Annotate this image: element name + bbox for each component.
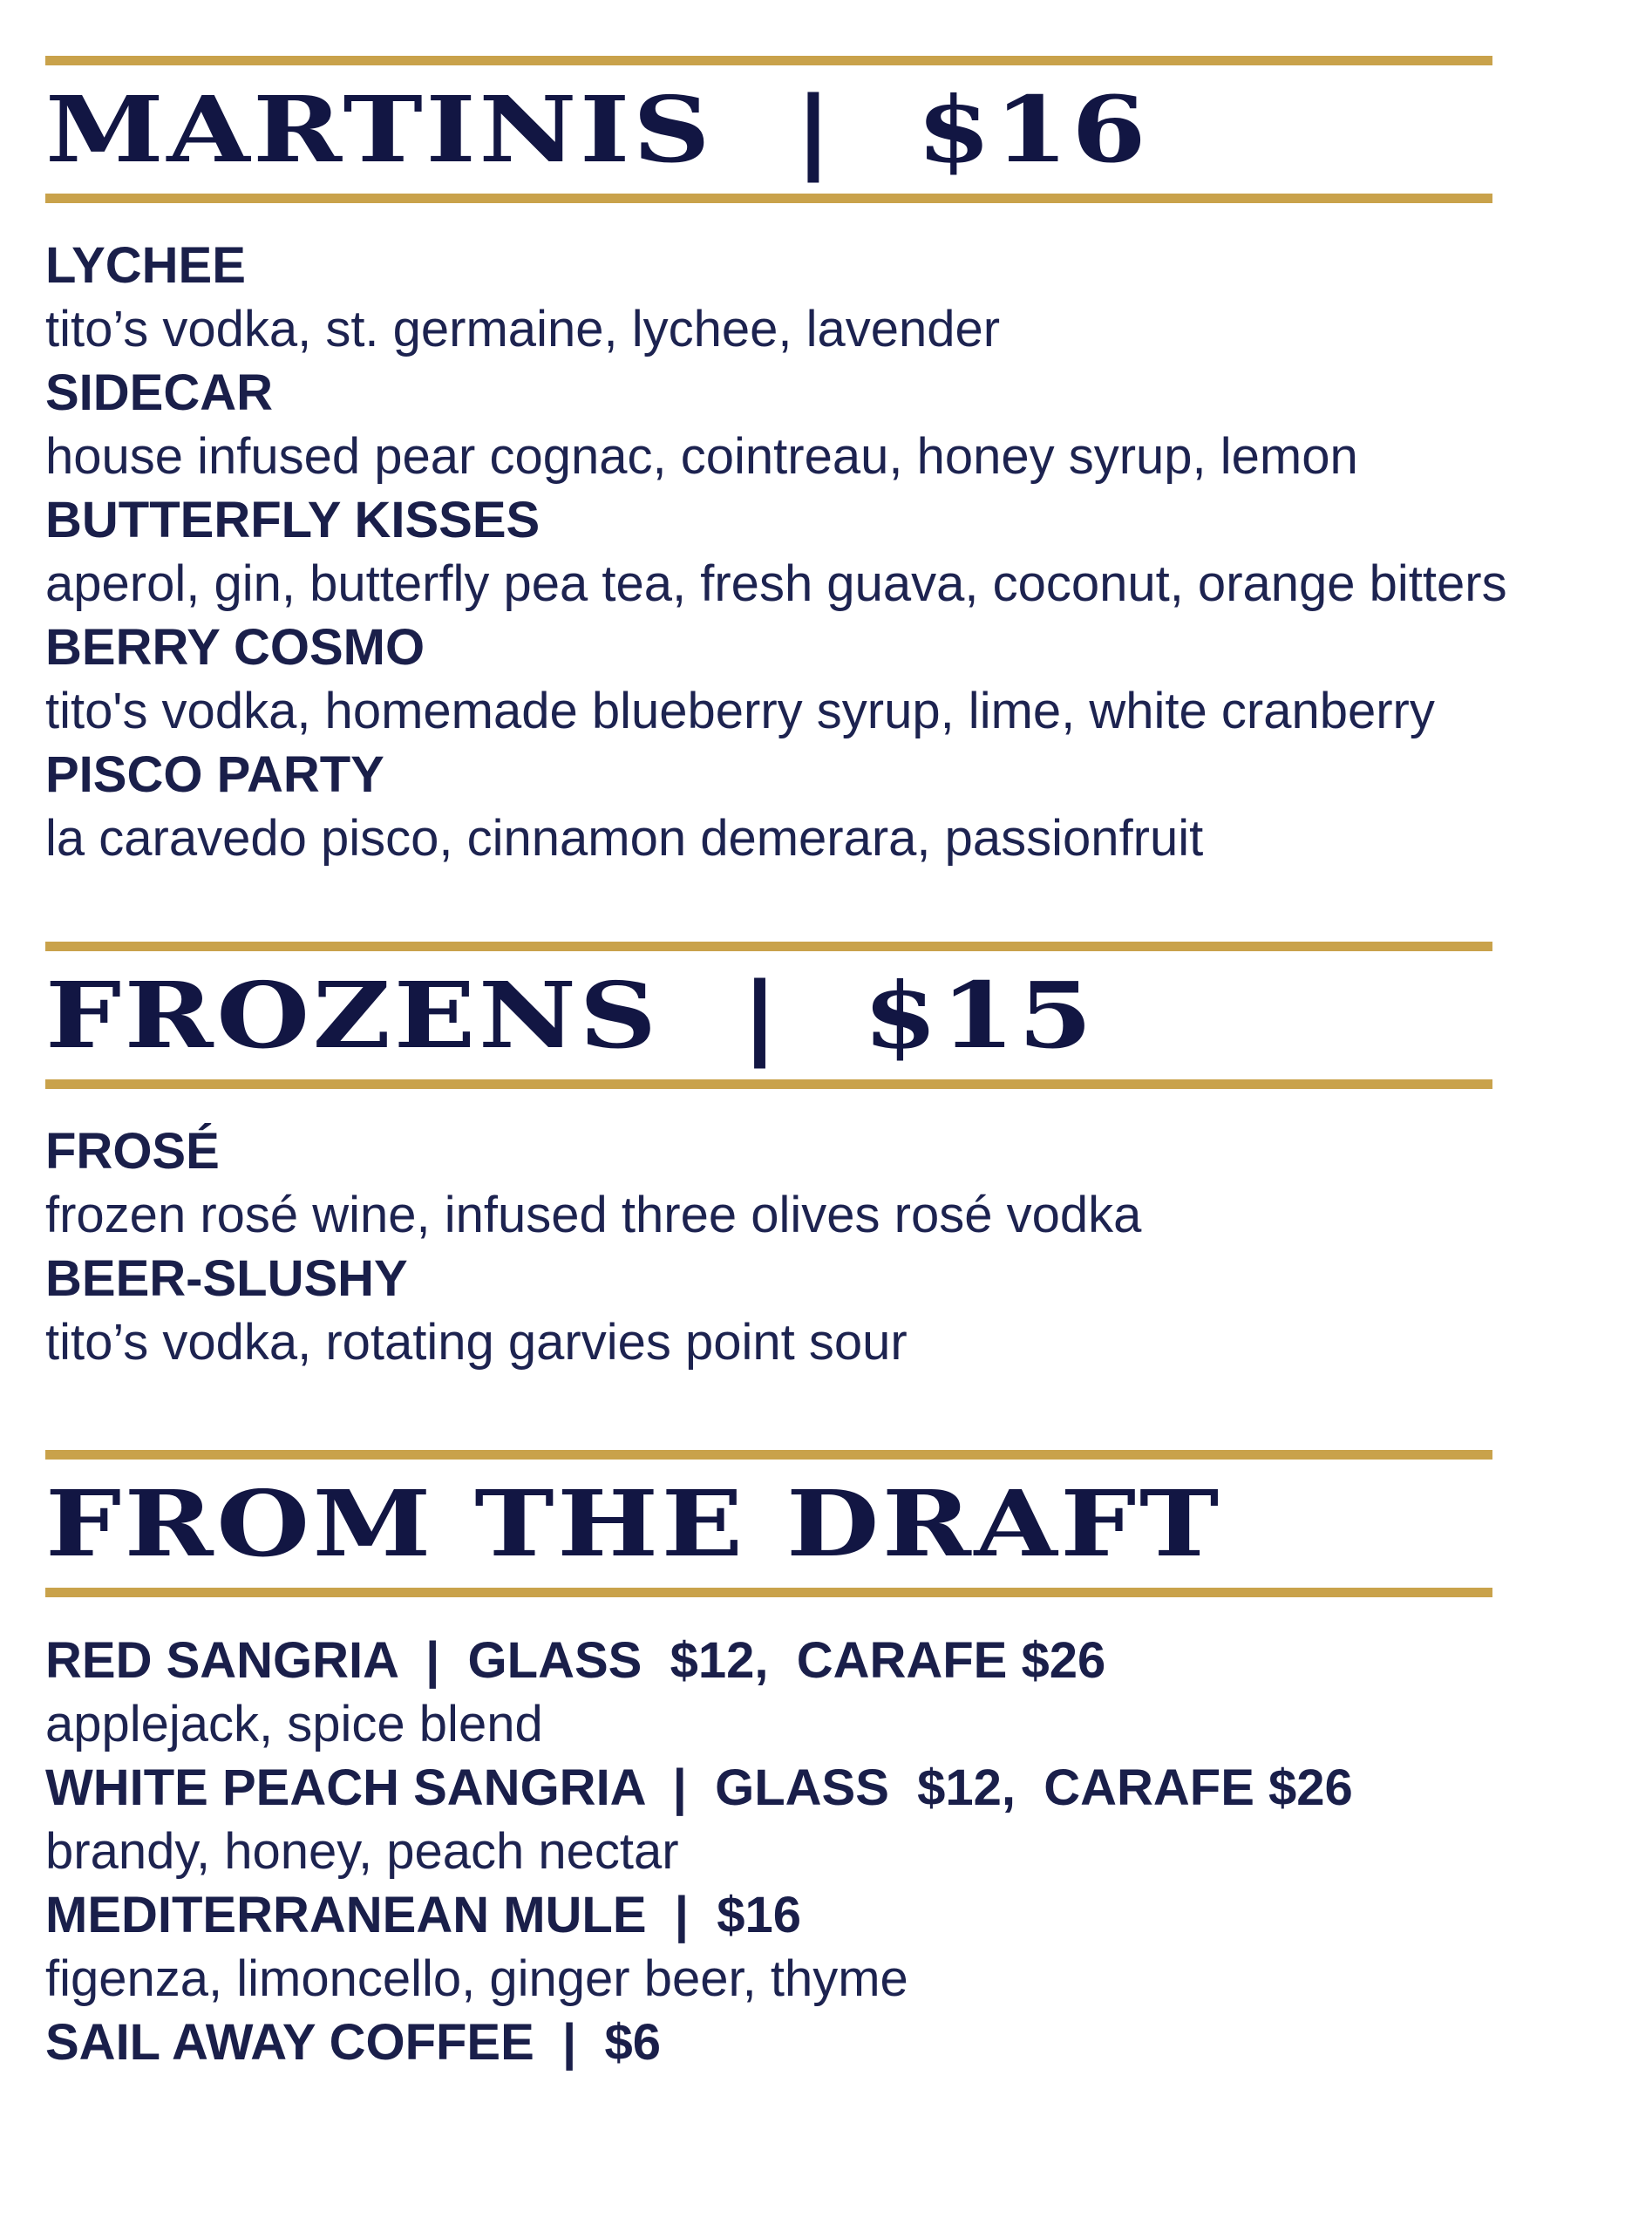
menu-item-pisco-party xyxy=(45,745,1615,872)
menu-item-red-sangria xyxy=(45,1630,1615,1758)
item-name: SIDECAR xyxy=(45,364,274,421)
item-description: la caravedo pisco, cinnamon demerara, passionfruit xyxy=(45,810,1204,867)
item-name: BUTTERFLY KISSES xyxy=(45,492,540,548)
item-name: MEDITERRANEAN MULE | $16 xyxy=(45,1887,801,1943)
menu-item-berry-cosmo xyxy=(45,617,1615,745)
item-name: WHITE PEACH SANGRIA | GLASS $12, CARAFE $26 xyxy=(45,1759,1353,1816)
item-description: frozen rosé wine, infused three olives rosé vodka xyxy=(45,1187,1142,1243)
menu-item-butterfly-kisses xyxy=(45,490,1615,617)
gold-rule-bottom xyxy=(45,1588,1492,1597)
gold-rule-bottom xyxy=(45,194,1492,203)
item-name: LYCHEE xyxy=(45,237,246,294)
item-description: figenza, limoncello, ginger beer, thyme xyxy=(45,1950,908,2007)
item-name: FROSÉ xyxy=(45,1123,220,1180)
gold-rule-top xyxy=(45,942,1492,951)
item-name: RED SANGRIA | GLASS $12, CARAFE $26 xyxy=(45,1632,1106,1689)
item-name: PISCO PARTY xyxy=(45,746,384,803)
section-draft-header xyxy=(45,1450,1492,1597)
item-description: applejack, spice blend xyxy=(45,1696,543,1752)
gold-rule-top xyxy=(45,56,1492,65)
menu-item-frose xyxy=(45,1121,1615,1249)
frozens-list xyxy=(45,1121,1615,1376)
section-title-frozens: FROZENS | $15 xyxy=(45,961,1096,1069)
item-description: tito’s vodka, rotating garvies point sour xyxy=(45,1314,908,1371)
martinis-list xyxy=(45,235,1615,872)
section-title-from-the-draft: FROM THE DRAFT xyxy=(45,1469,1222,1577)
item-description: house infused pear cognac, cointreau, honey syrup, lemon xyxy=(45,428,1358,485)
item-description: brandy, honey, peach nectar xyxy=(45,1823,679,1880)
menu-item-mediterranean-mule xyxy=(45,1885,1615,2012)
item-description: tito's vodka, homemade blueberry syrup, lime, white cranberry xyxy=(45,683,1435,739)
menu-item-beer-slushy xyxy=(45,1249,1615,1376)
section-frozens-header xyxy=(45,942,1492,1089)
item-name: SAIL AWAY COFFEE | $6 xyxy=(45,2014,661,2071)
section-title-martinis: MARTINIS | $16 xyxy=(45,75,1150,183)
gold-rule-top xyxy=(45,1450,1492,1460)
menu-item-white-peach-sangria xyxy=(45,1758,1615,1885)
section-martinis-header xyxy=(45,56,1492,203)
menu-item-sail-away-coffee xyxy=(45,2012,1615,2073)
item-description: aperol, gin, butterfly pea tea, fresh guava, coconut, orange bitters xyxy=(45,555,1507,612)
menu-item-lychee xyxy=(45,235,1615,363)
menu-item-sidecar xyxy=(45,363,1615,490)
draft-list xyxy=(45,1630,1615,2073)
item-name: BERRY COSMO xyxy=(45,619,425,676)
item-description: tito’s vodka, st. germaine, lychee, lavender xyxy=(45,301,1001,357)
item-name: BEER-SLUSHY xyxy=(45,1250,408,1307)
gold-rule-bottom xyxy=(45,1079,1492,1089)
